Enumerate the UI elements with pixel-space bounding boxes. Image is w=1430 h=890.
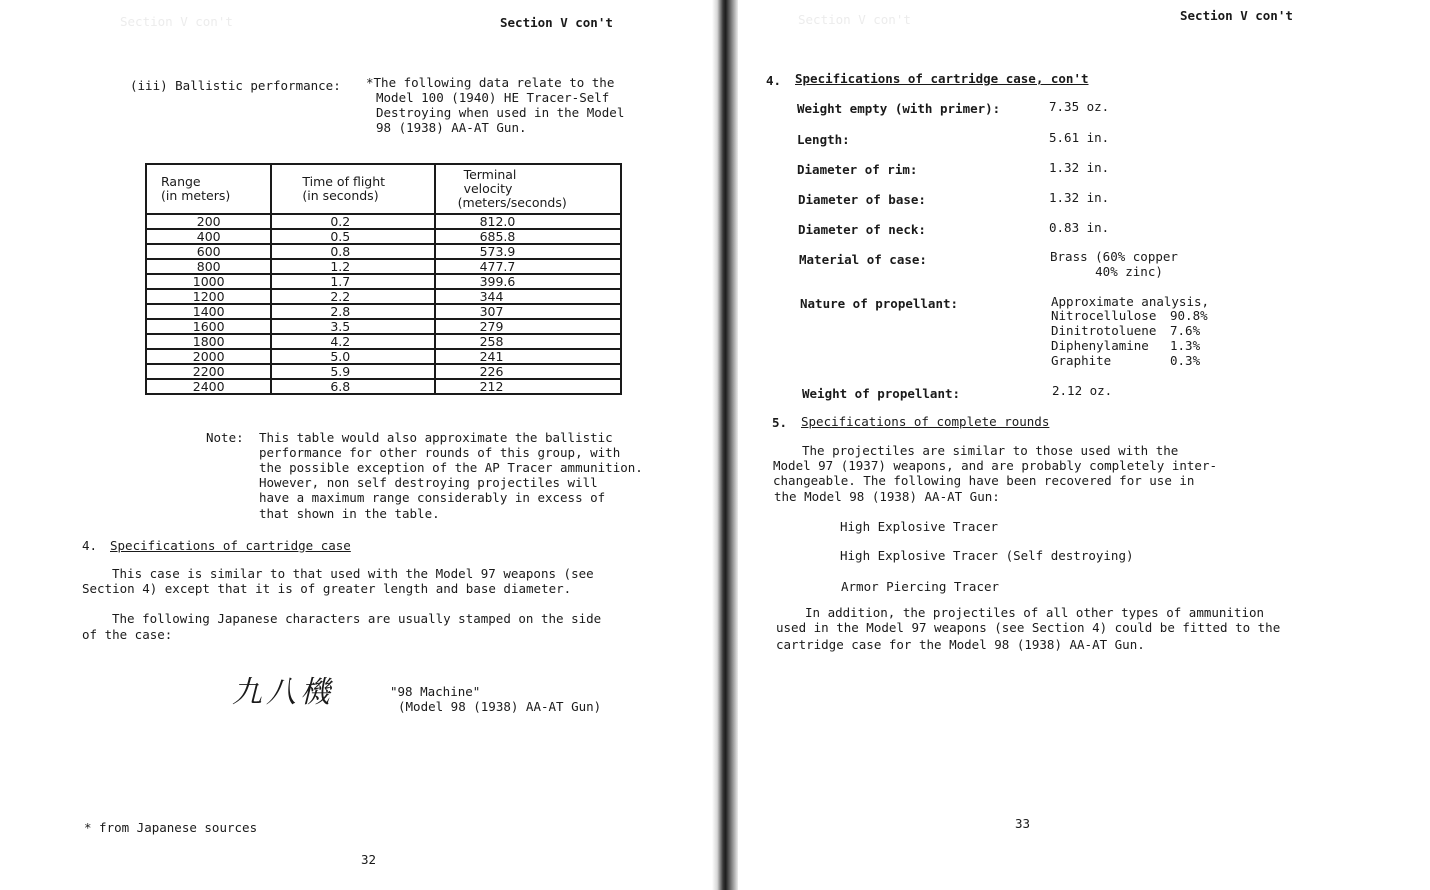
cell-time: 4.2 bbox=[271, 334, 434, 349]
table-header-time bbox=[271, 164, 434, 214]
paragraph-line: The projectiles are similar to those used with the bbox=[802, 443, 1179, 458]
propellant-pct: 1.3% bbox=[1170, 338, 1201, 353]
cell-velocity: 241 bbox=[435, 349, 621, 364]
propellant-pct: 90.8% bbox=[1170, 308, 1208, 323]
section-title: Specifications of complete rounds bbox=[801, 414, 1050, 429]
table-row bbox=[146, 229, 621, 244]
cell-velocity: 307 bbox=[435, 304, 621, 319]
cell-velocity: 279 bbox=[435, 319, 621, 334]
cell-time: 0.2 bbox=[271, 214, 434, 229]
header-text: velocity bbox=[463, 181, 513, 196]
cell-time: 3.5 bbox=[271, 319, 434, 334]
spec-label: Length: bbox=[797, 132, 850, 147]
propellant-pct: 7.6% bbox=[1170, 323, 1201, 338]
section-number: 4. bbox=[82, 538, 98, 553]
paragraph-line: the Model 98 (1938) AA-AT Gun: bbox=[774, 489, 1000, 504]
cell-range: 800 bbox=[146, 259, 271, 274]
propellant-name: Diphenylamine bbox=[1051, 338, 1149, 353]
cell-range: 1800 bbox=[146, 334, 271, 349]
round-item: High Explosive Tracer bbox=[840, 519, 999, 534]
section-number: 4. bbox=[766, 73, 782, 88]
note-line: that shown in the table. bbox=[259, 506, 440, 521]
round-item: Armor Piercing Tracer bbox=[841, 579, 1000, 594]
table-row bbox=[146, 289, 621, 304]
cell-velocity: 226 bbox=[435, 364, 621, 379]
paragraph-line: The following Japanese characters are usually stamped on the side bbox=[112, 611, 602, 626]
spec-value: 1.32 in. bbox=[1049, 160, 1110, 175]
ghost-header-right: Section V con't bbox=[798, 12, 911, 27]
left-page bbox=[0, 0, 712, 890]
cell-range: 2000 bbox=[146, 349, 271, 364]
cell-time: 0.5 bbox=[271, 229, 434, 244]
propellant-name: Nitrocellulose bbox=[1051, 308, 1157, 323]
header-text: Terminal bbox=[463, 167, 517, 182]
spec-value: Brass (60% copper bbox=[1050, 249, 1178, 264]
paragraph-line: used in the Model 97 weapons (see Section 4) could be fitted to the bbox=[776, 620, 1281, 635]
table-row bbox=[146, 304, 621, 319]
note-line: performance for other rounds of this group, with bbox=[259, 445, 621, 460]
characters-caption: (Model 98 (1938) AA-AT Gun) bbox=[398, 699, 602, 714]
cell-time: 1.7 bbox=[271, 274, 434, 289]
ballistic-note-line: Model 100 (1940) HE Tracer-Self bbox=[376, 90, 610, 105]
cell-velocity: 812.0 bbox=[435, 214, 621, 229]
ballistic-note-line: *The following data relate to the bbox=[366, 75, 615, 90]
spec-label: Nature of propellant: bbox=[800, 296, 959, 311]
propellant-heading: Approximate analysis, bbox=[1051, 294, 1210, 309]
spec-label: Diameter of base: bbox=[798, 192, 926, 207]
cell-time: 2.8 bbox=[271, 304, 434, 319]
ballistic-note-line: 98 (1938) AA-AT Gun. bbox=[376, 120, 527, 135]
table-row bbox=[146, 379, 621, 394]
table-row bbox=[146, 244, 621, 259]
japanese-characters: 九八機 bbox=[232, 675, 334, 710]
cell-time: 5.9 bbox=[271, 364, 434, 379]
cell-velocity: 399.6 bbox=[435, 274, 621, 289]
note-line: have a maximum range considerably in excess of bbox=[259, 490, 606, 505]
paragraph-line: cartridge case for the Model 98 (1938) AA-AT Gun. bbox=[776, 637, 1145, 652]
spec-label: Diameter of neck: bbox=[798, 222, 926, 237]
propellant-name: Dinitrotoluene bbox=[1051, 323, 1157, 338]
header-text: (meters/seconds) bbox=[457, 195, 567, 210]
note-label: Note: bbox=[206, 430, 244, 445]
right-page bbox=[738, 0, 1430, 890]
cell-range: 200 bbox=[146, 214, 271, 229]
cell-time: 5.0 bbox=[271, 349, 434, 364]
header-text: Range bbox=[161, 174, 201, 189]
ballistic-note-line: Destroying when used in the Model bbox=[376, 105, 625, 120]
paragraph-line: This case is similar to that used with the Model 97 weapons (see bbox=[112, 566, 594, 581]
section-number: 5. bbox=[772, 415, 788, 430]
table-row bbox=[146, 274, 621, 289]
ballistic-label: (iii) Ballistic performance: bbox=[130, 78, 341, 93]
spec-label: Weight empty (with primer): bbox=[797, 101, 1001, 116]
spec-value: 1.32 in. bbox=[1049, 190, 1110, 205]
spec-value: 5.61 in. bbox=[1049, 130, 1110, 145]
cell-velocity: 477.7 bbox=[435, 259, 621, 274]
cell-velocity: 212 bbox=[435, 379, 621, 394]
table-row bbox=[146, 214, 621, 229]
note-line: the possible exception of the AP Tracer ammunition. bbox=[259, 460, 643, 475]
cell-velocity: 344 bbox=[435, 289, 621, 304]
cell-time: 2.2 bbox=[271, 289, 434, 304]
note-line: However, non self destroying projectiles will bbox=[259, 475, 598, 490]
table-row bbox=[146, 259, 621, 274]
cell-range: 2400 bbox=[146, 379, 271, 394]
spec-label: Weight of propellant: bbox=[802, 386, 961, 401]
page-number-right: 33 bbox=[1015, 816, 1031, 831]
cell-velocity: 573.9 bbox=[435, 244, 621, 259]
cell-time: 6.8 bbox=[271, 379, 434, 394]
cell-range: 1200 bbox=[146, 289, 271, 304]
spec-value: 0.83 in. bbox=[1049, 220, 1110, 235]
cell-time: 0.8 bbox=[271, 244, 434, 259]
propellant-pct: 0.3% bbox=[1170, 353, 1201, 368]
characters-caption: "98 Machine" bbox=[390, 684, 481, 699]
table-header-range bbox=[146, 164, 271, 214]
header-text: (in meters) bbox=[161, 188, 231, 203]
cell-range: 600 bbox=[146, 244, 271, 259]
table-header-velocity bbox=[435, 164, 621, 214]
paragraph-line: Section 4) except that it is of greater length and base diameter. bbox=[82, 581, 572, 596]
spec-value: 7.35 oz. bbox=[1049, 99, 1110, 114]
paragraph-line: In addition, the projectiles of all other types of ammunition bbox=[805, 605, 1265, 620]
section-title: Specifications of cartridge case, con't bbox=[795, 71, 1089, 86]
ballistic-table bbox=[145, 163, 622, 395]
table-row bbox=[146, 334, 621, 349]
table-row bbox=[146, 319, 621, 334]
cell-velocity: 258 bbox=[435, 334, 621, 349]
round-item: High Explosive Tracer (Self destroying) bbox=[840, 548, 1134, 563]
table-header-row bbox=[146, 164, 621, 214]
page-number-left: 32 bbox=[361, 852, 377, 867]
header-text: Time of flight bbox=[302, 174, 386, 189]
paragraph-line: Model 97 (1937) weapons, and are probably completely inter- bbox=[773, 458, 1218, 473]
spec-label: Material of case: bbox=[799, 252, 927, 267]
section-title: Specifications of cartridge case bbox=[110, 538, 351, 553]
section-header-left: Section V con't bbox=[500, 15, 613, 30]
spec-label: Diameter of rim: bbox=[797, 162, 918, 177]
cell-time: 1.2 bbox=[271, 259, 434, 274]
paragraph-line: changeable. The following have been recovered for use in bbox=[773, 473, 1195, 488]
header-text: (in seconds) bbox=[302, 188, 379, 203]
spec-value: 2.12 oz. bbox=[1052, 383, 1113, 398]
cell-range: 1000 bbox=[146, 274, 271, 289]
cell-range: 2200 bbox=[146, 364, 271, 379]
page-gutter bbox=[712, 0, 738, 890]
section-header-right: Section V con't bbox=[1180, 8, 1293, 23]
footnote: * from Japanese sources bbox=[84, 820, 258, 835]
cell-velocity: 685.8 bbox=[435, 229, 621, 244]
table-row bbox=[146, 364, 621, 379]
table-row bbox=[146, 349, 621, 364]
propellant-name: Graphite bbox=[1051, 353, 1112, 368]
cell-range: 1400 bbox=[146, 304, 271, 319]
note-line: This table would also approximate the ballistic bbox=[259, 430, 613, 445]
cell-range: 400 bbox=[146, 229, 271, 244]
spec-value: 40% zinc) bbox=[1050, 264, 1163, 279]
paragraph-line: of the case: bbox=[82, 627, 173, 642]
cell-range: 1600 bbox=[146, 319, 271, 334]
ghost-header-left: Section V con't bbox=[120, 14, 233, 29]
